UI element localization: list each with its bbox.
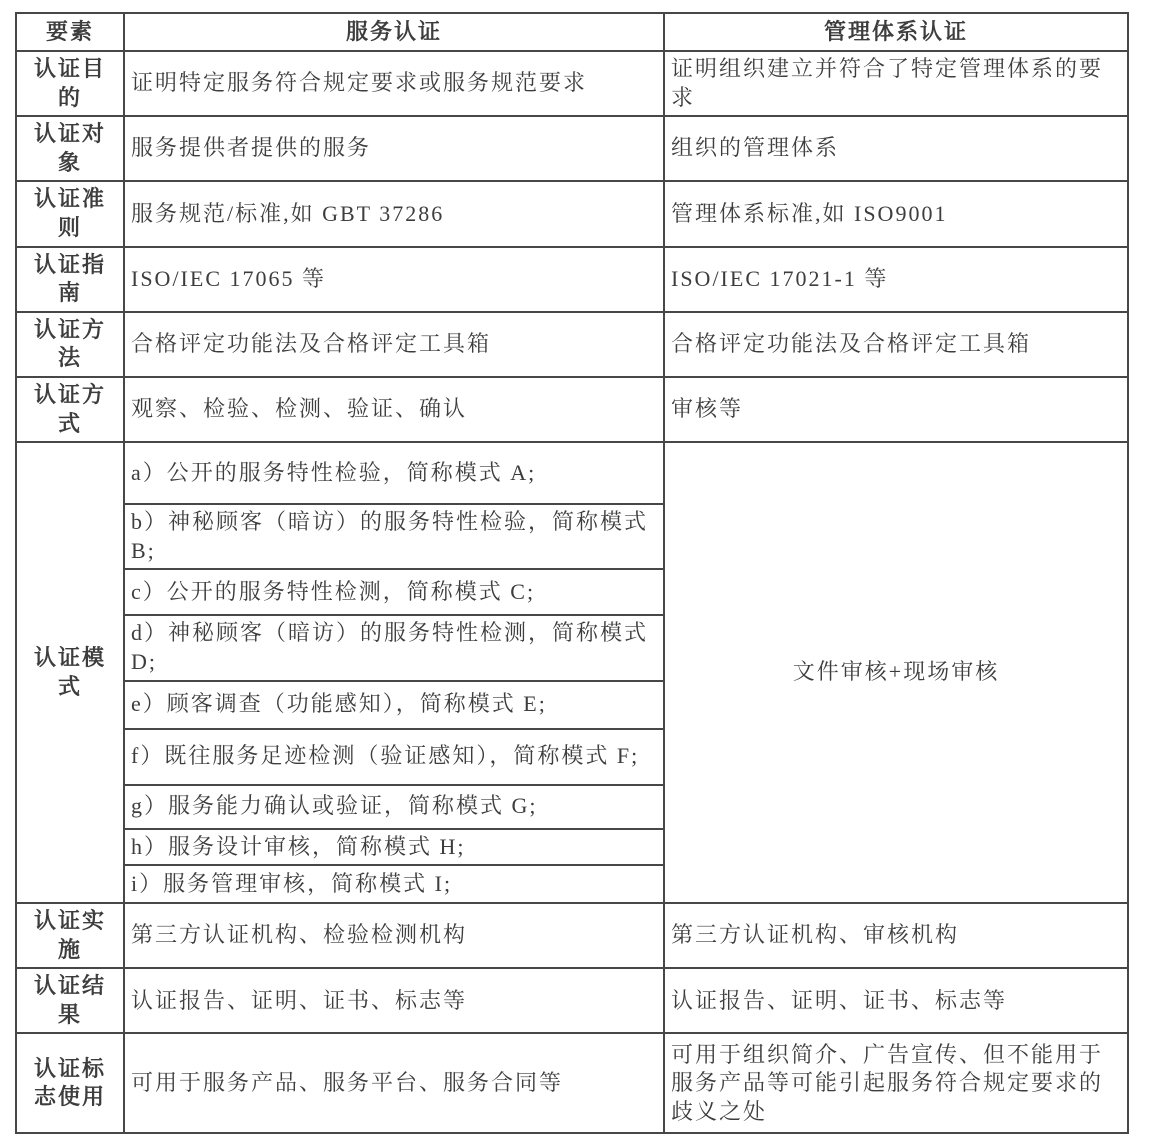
cell-mode-g: g）服务能力确认或验证，简称模式 G; (124, 785, 664, 829)
row-label-mode: 认证模式 (16, 442, 124, 903)
cell-guide-system: ISO/IEC 17021-1 等 (664, 247, 1128, 312)
cell-approach-system: 审核等 (664, 377, 1128, 442)
cell-mode-c: c）公开的服务特性检测，简称模式 C; (124, 569, 664, 615)
row-label-object: 认证对象 (16, 116, 124, 181)
table-row-method (16, 312, 1128, 377)
table-row-implementation (16, 903, 1128, 968)
cell-mode-e: e）顾客调查（功能感知），简称模式 E; (124, 681, 664, 729)
cell-method-service: 合格评定功能法及合格评定工具箱 (124, 312, 664, 377)
cell-approach-service: 观察、检验、检测、验证、确认 (124, 377, 664, 442)
header-cell-element: 要素 (16, 13, 124, 51)
cell-mode-a: a）公开的服务特性检验，简称模式 A; (124, 442, 664, 504)
row-label-guide: 认证指南 (16, 247, 124, 312)
cell-criteria-system: 管理体系标准,如 ISO9001 (664, 181, 1128, 246)
cell-object-system: 组织的管理体系 (664, 116, 1128, 181)
cell-mode-b: b）神秘顾客（暗访）的服务特性检验，简称模式 B; (124, 504, 664, 569)
cell-mark-usage-system: 可用于组织简介、广告宣传、但不能用于服务产品等可能引起服务符合规定要求的歧义之处 (664, 1033, 1128, 1133)
cell-implementation-system: 第三方认证机构、审核机构 (664, 903, 1128, 968)
cell-mode-system: 文件审核+现场审核 (664, 442, 1128, 903)
table-row-criteria (16, 181, 1128, 246)
table-header-row (16, 13, 1128, 51)
cell-mode-h: h）服务设计审核，简称模式 H; (124, 829, 664, 866)
cell-object-service: 服务提供者提供的服务 (124, 116, 664, 181)
table-row-result (16, 968, 1128, 1033)
cell-method-system: 合格评定功能法及合格评定工具箱 (664, 312, 1128, 377)
row-label-implementation: 认证实施 (16, 903, 124, 968)
row-label-approach: 认证方式 (16, 377, 124, 442)
table-row-mark-usage (16, 1033, 1128, 1133)
cell-implementation-service: 第三方认证机构、检验检测机构 (124, 903, 664, 968)
row-label-criteria: 认证准则 (16, 181, 124, 246)
cell-purpose-service: 证明特定服务符合规定要求或服务规范要求 (124, 51, 664, 116)
row-label-purpose: 认证目的 (16, 51, 124, 116)
table-row-guide (16, 247, 1128, 312)
table-row-approach (16, 377, 1128, 442)
cell-mode-i: i）服务管理审核，简称模式 I; (124, 865, 664, 903)
header-cell-management-system-certification: 管理体系认证 (664, 13, 1128, 51)
cell-mode-d: d）神秘顾客（暗访）的服务特性检测，简称模式 D; (124, 615, 664, 680)
row-label-result: 认证结果 (16, 968, 124, 1033)
cell-result-service: 认证报告、证明、证书、标志等 (124, 968, 664, 1033)
table-row-object (16, 116, 1128, 181)
cell-mode-f: f）既往服务足迹检测（验证感知），简称模式 F; (124, 729, 664, 785)
cell-result-system: 认证报告、证明、证书、标志等 (664, 968, 1128, 1033)
row-label-method: 认证方法 (16, 312, 124, 377)
certification-comparison-table (15, 12, 1129, 1134)
cell-purpose-system: 证明组织建立并符合了特定管理体系的要求 (664, 51, 1128, 116)
cell-mark-usage-service: 可用于服务产品、服务平台、服务合同等 (124, 1033, 664, 1133)
cell-criteria-service: 服务规范/标准,如 GBT 37286 (124, 181, 664, 246)
row-label-mark-usage: 认证标志使用 (16, 1033, 124, 1133)
table-row-mode-a (16, 442, 1128, 504)
header-cell-service-certification: 服务认证 (124, 13, 664, 51)
cell-guide-service: ISO/IEC 17065 等 (124, 247, 664, 312)
table-row-purpose (16, 51, 1128, 116)
